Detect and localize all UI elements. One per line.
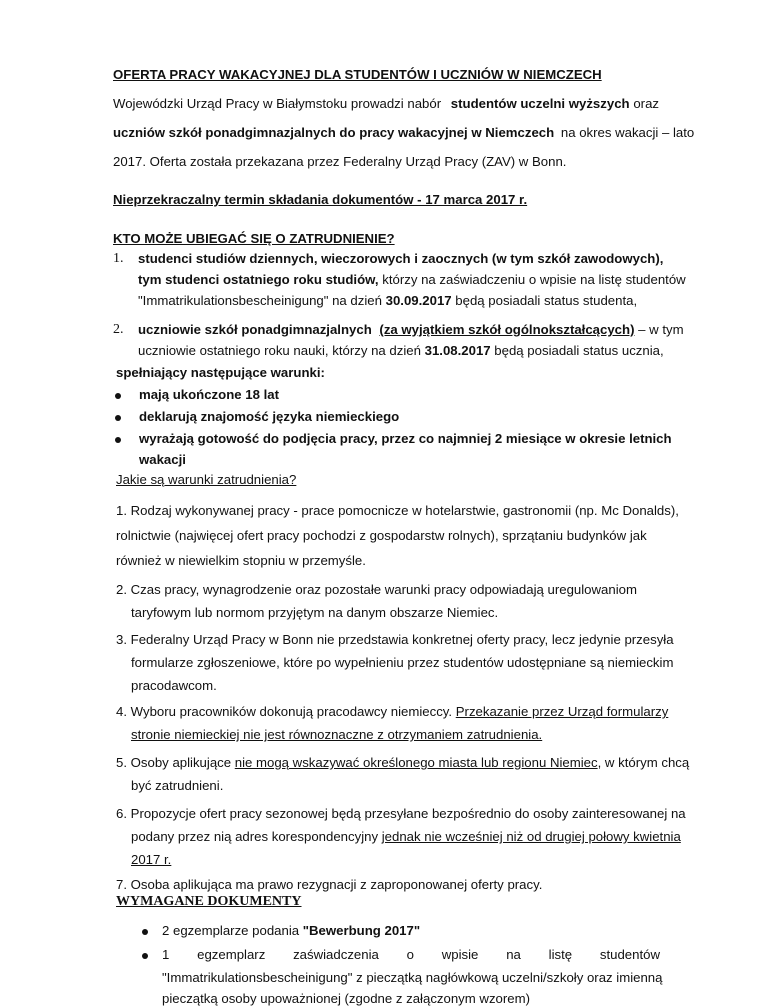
term-5-line1 [116, 754, 689, 772]
document-title: OFERTA PRACY WAKACYJNEJ DLA STUDENTÓW I UCZNIÓW W NIEMCZECH [113, 67, 602, 82]
term-5-text: 5. Osoby aplikujące [116, 755, 235, 770]
document-2-line3: pieczątką osoby upoważnionej (zgodne z załączonym wzorem) [162, 991, 530, 1006]
document-1-bold: "Bewerbung 2017" [302, 923, 421, 938]
document-2-word: studentów [599, 947, 660, 962]
term-7-line1: 7. Osoba aplikująca ma prawo rezygnacji z zaproponowanej oferty pracy. [116, 877, 543, 892]
document-2-word: egzemplarz [197, 947, 266, 962]
term-6-line1: 6. Propozycje ofert pracy sezonowej będą przesyłane bezpośrednio do osoby zainteresowanej na [116, 806, 686, 821]
who-item1-date: 30.09.2017 [385, 293, 452, 308]
document-2-word: listę [548, 947, 573, 962]
intro-line-1 [113, 95, 659, 113]
term-4-line2: stronie niemieckiej nie jest równoznaczne z otrzymaniem zatrudnienia. [131, 727, 543, 742]
term-3-line1: 3. Federalny Urząd Pracy w Bonn nie przedstawia konkretnej oferty pracy, lecz jedynie przesyła [116, 632, 674, 647]
who-item1-bold: tym studenci ostatniego roku studiów, [138, 272, 379, 287]
intro-text-period: na okres wakacji – lato [560, 125, 695, 140]
who-item2-text: – w tym [634, 322, 684, 337]
condition-language: deklarują znajomość języka niemieckiego [139, 409, 400, 424]
condition-availability-line2: wakacji [139, 452, 186, 467]
document-1 [162, 922, 420, 940]
term-1-line3: również w niewielkim stopniu w przemyśle. [116, 553, 366, 568]
term-4-text: 4. Wyboru pracowników dokonują pracodawcy niemieccy. [116, 704, 456, 719]
who-item2-text3: będą posiadali status ucznia, [490, 343, 664, 358]
condition-age: mają ukończone 18 lat [139, 387, 279, 402]
deadline-notice: Nieprzekraczalny termin składania dokumentów - 17 marca 2017 r. [113, 192, 528, 207]
intro-text-oraz: oraz [633, 96, 659, 111]
term-6-line3: 2017 r. [131, 852, 172, 867]
who-item1-line1: studenci studiów dziennych, wieczorowych i zaocznych (w tym szkół zawodowych), [138, 251, 664, 266]
intro-line-3: 2017. Oferta została przekazana przez Federalny Urząd Pracy (ZAV) w Bonn. [113, 154, 567, 169]
term-2-line1: 2. Czas pracy, wynagrodzenie oraz pozostałe warunki pracy odpowiadają uregulowaniom [116, 582, 637, 597]
term-6-text: podany przez nią adres korespondencyjny [131, 829, 382, 844]
condition-availability-line1: wyrażają gotowość do podjęcia pracy, przez co najmniej 2 miesiące w okresie letnich [139, 431, 672, 446]
bullet-icon [142, 953, 148, 959]
list-number-1: 1. [113, 251, 124, 266]
document-2-word: 1 [162, 947, 170, 962]
document-2-word: na [506, 947, 521, 962]
intro-line-2 [113, 124, 695, 142]
who-item1-line3 [138, 292, 637, 310]
who-heading: KTO MOŻE UBIEGAĆ SIĘ O ZATRUDNIENIE? [113, 231, 395, 246]
term-6-line2 [131, 828, 681, 846]
document-2-line1 [162, 946, 660, 964]
term-5-underlined: nie mogą wskazywać określonego miasta lub regionu Niemiec [234, 755, 598, 770]
document-1-text: 2 egzemplarze podania [162, 923, 303, 938]
intro-bold-pupils: uczniów szkół ponadgimnazjalnych do pracy wakacyjnej w Niemczech [113, 125, 555, 140]
document-2-line2: "Immatrikulationsbescheinigung" z pieczątką nagłówkową uczelni/szkoły oraz imienną [162, 970, 663, 985]
who-item2-text2: uczniowie ostatniego roku nauki, którzy na dzień [138, 343, 425, 358]
who-item2-exception: (za wyjątkiem szkół ogólnokształcących) [379, 322, 635, 337]
who-item2-line2 [138, 342, 664, 360]
document-2-word: o [406, 947, 414, 962]
term-3-line2: formularze zgłoszeniowe, które po wypełnieniu przez studentów udostępniane są niemieckim [131, 655, 674, 670]
list-number-2: 2. [113, 322, 124, 337]
term-2-line2: taryfowym lub normom przyjętym na danym obszarze Niemiec. [131, 605, 499, 620]
who-item2-date: 31.08.2017 [424, 343, 491, 358]
term-5-text2: , w którym chcą [597, 755, 690, 770]
term-5-line2: być zatrudnieni. [131, 778, 224, 793]
term-6-underlined: jednak nie wcześniej niż od drugiej połowy kwietnia [381, 829, 681, 844]
term-1-line1: 1. Rodzaj wykonywanej pracy - prace pomocnicze w hotelarstwie, gastronomii (np. Mc Donalds), [116, 503, 679, 518]
bullet-icon [115, 415, 121, 421]
bullet-icon [142, 929, 148, 935]
documents-heading: WYMAGANE DOKUMENTY [116, 894, 302, 909]
term-3-line3: pracodawcom. [131, 678, 217, 693]
bullet-icon [115, 393, 121, 399]
who-item2-line1 [138, 321, 684, 339]
who-item1-text: którzy na zaświadczeniu o wpisie na listę studentów [378, 272, 686, 287]
term-4-line1 [116, 703, 668, 721]
who-item2-bold: uczniowie szkół ponadgimnazjalnych [138, 322, 372, 337]
who-item1-line2 [138, 271, 686, 289]
intro-bold-students: studentów uczelni wyższych [450, 96, 630, 111]
intro-text: Wojewódzki Urząd Pracy w Białymstoku prowadzi nabór [113, 96, 442, 111]
conditions-label: spełniający następujące warunki: [116, 365, 325, 380]
terms-heading: Jakie są warunki zatrudnienia? [116, 472, 297, 487]
term-4-underlined: Przekazanie przez Urząd formularzy [455, 704, 669, 719]
document-2-word: zaświadczenia [293, 947, 379, 962]
document-2-word: wpisie [441, 947, 479, 962]
who-item1-text3: będą posiadali status studenta, [451, 293, 638, 308]
term-1-line2: rolnictwie (najwięcej ofert pracy pochodzi z gospodarstw rolnych), sprzątaniu budynków jak [116, 528, 647, 543]
who-item1-text2: "Immatrikulationsbescheinigung" na dzień [138, 293, 386, 308]
bullet-icon [115, 437, 121, 443]
